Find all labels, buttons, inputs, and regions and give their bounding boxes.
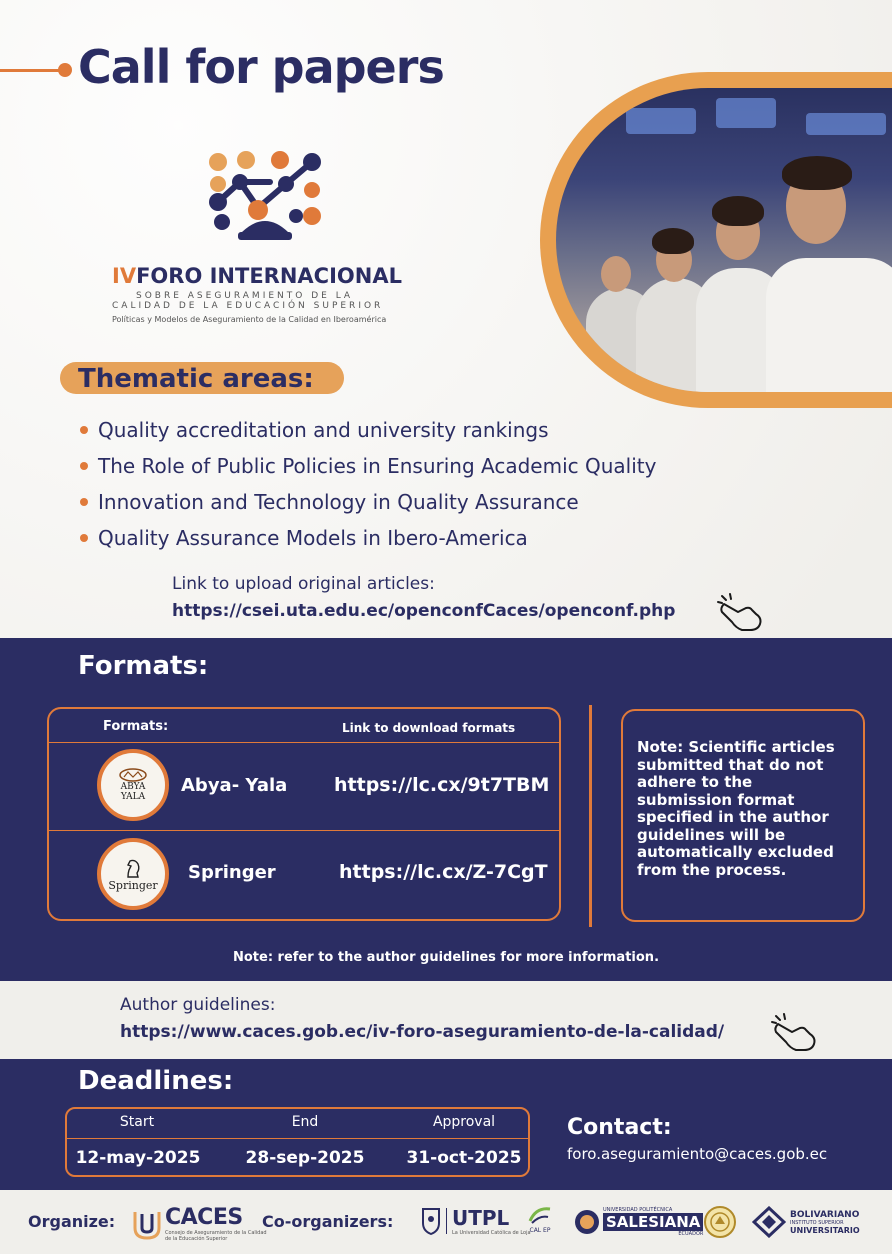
bullet-icon bbox=[80, 462, 88, 470]
pointing-hand-icon bbox=[716, 592, 766, 632]
bullet-icon bbox=[80, 426, 88, 434]
author-guidelines-label: Author guidelines: bbox=[120, 995, 276, 1015]
utpl-name: UTPL bbox=[452, 1206, 510, 1230]
formats-table-divider bbox=[49, 830, 559, 831]
bolivariano-emblem-icon bbox=[752, 1206, 786, 1238]
utpl-shield-icon bbox=[421, 1207, 441, 1235]
bolivariano-subtitle: INSTITUTO SUPERIOR bbox=[790, 1219, 844, 1226]
audience-photo bbox=[556, 88, 892, 392]
upload-link[interactable]: https://csei.uta.edu.ec/openconfCaces/openconf.php bbox=[172, 601, 676, 621]
list-item: Quality accreditation and university rankings bbox=[80, 412, 656, 448]
bolivariano-name: BOLIVARIANO bbox=[790, 1209, 860, 1220]
caces-subtitle: de la Educación Superior bbox=[165, 1236, 228, 1242]
publisher-name: Springer bbox=[188, 862, 276, 883]
bolivariano-logo bbox=[752, 1206, 860, 1238]
deadline-start-date: 12-may-2025 bbox=[75, 1148, 201, 1168]
contact-heading: Contact: bbox=[567, 1115, 672, 1140]
salesiana-logo bbox=[573, 1207, 703, 1237]
abya-yala-logo bbox=[97, 749, 169, 821]
page-title: Call for papers bbox=[78, 40, 444, 94]
formats-heading: Formats: bbox=[78, 651, 209, 681]
deadlines-heading: Deadlines: bbox=[78, 1066, 234, 1096]
forum-subtitle-1: SOBRE ASEGURAMIENTO DE LA bbox=[136, 291, 354, 301]
forum-title bbox=[112, 264, 402, 288]
format-note-box bbox=[621, 709, 865, 922]
forum-subtitle-2: CALIDAD DE LA EDUCACIÓN SUPERIOR bbox=[112, 301, 384, 311]
forum-name: FORO INTERNACIONAL bbox=[136, 264, 402, 288]
salesiana-name: SALESIANA bbox=[603, 1213, 703, 1231]
deadlines-table-divider bbox=[67, 1138, 528, 1139]
salesiana-bottom-text: ECUADOR bbox=[678, 1231, 704, 1237]
salesiana-top-text: UNIVERSIDAD POLITÉCNICA bbox=[603, 1207, 673, 1213]
forum-logo-icon bbox=[200, 150, 330, 250]
coorganizers-label: Co-organizers: bbox=[262, 1212, 394, 1231]
list-item: Innovation and Technology in Quality Assurance bbox=[80, 484, 656, 520]
forum-subtitle-3: Políticas y Modelos de Aseguramiento de la Calidad en Iberoamérica bbox=[112, 315, 387, 324]
pointing-hand-icon bbox=[770, 1012, 820, 1052]
caces-subtitle: Consejo de Aseguramiento de la Calidad bbox=[165, 1230, 267, 1236]
caces-name: CACES bbox=[165, 1205, 243, 1230]
formats-vertical-divider bbox=[589, 705, 592, 927]
deadline-header-end: End bbox=[291, 1114, 319, 1130]
upload-label: Link to upload original articles: bbox=[172, 574, 435, 594]
deadline-approval-date: 31-oct-2025 bbox=[406, 1148, 522, 1168]
calep-emblem-icon bbox=[526, 1205, 554, 1227]
publisher-format-link[interactable]: https://lc.cx/Z-7CgT bbox=[339, 861, 548, 883]
utpl-subtitle: La Universidad Católica de Loja bbox=[452, 1230, 531, 1236]
caces-emblem-icon bbox=[132, 1208, 162, 1240]
format-note-text: Note: Scientific articles submitted that do not adhere to the submission format specified in the author guidelines will be automatically excluded from the process. bbox=[637, 738, 835, 879]
abya-yala-logo-text: ABYA bbox=[120, 782, 146, 792]
title-accent-line bbox=[0, 69, 62, 72]
university-seal-icon bbox=[704, 1206, 736, 1238]
formats-table-divider bbox=[49, 742, 559, 743]
formats-column-header: Formats: bbox=[103, 719, 169, 734]
bullet-icon bbox=[80, 498, 88, 506]
caces-logo bbox=[132, 1205, 267, 1242]
list-item: The Role of Public Policies in Ensuring Academic Quality bbox=[80, 448, 656, 484]
deadline-end-date: 28-sep-2025 bbox=[245, 1148, 365, 1168]
utpl-logo bbox=[421, 1206, 531, 1236]
contact-email[interactable]: foro.aseguramiento@caces.gob.ec bbox=[567, 1145, 828, 1163]
thematic-areas-heading: Thematic areas: bbox=[78, 364, 314, 394]
calep-logo bbox=[526, 1205, 554, 1234]
author-guidelines-link[interactable]: https://www.caces.gob.ec/iv-foro-aseguramiento-de-la-calidad/ bbox=[120, 1022, 725, 1042]
thematic-areas-list bbox=[80, 412, 656, 556]
forum-roman-numeral: IV bbox=[112, 264, 137, 288]
author-guidelines-note: Note: refer to the author guidelines for more information. bbox=[232, 950, 660, 965]
title-accent-dot bbox=[58, 63, 72, 77]
springer-logo-text: Springer bbox=[108, 878, 158, 892]
publisher-format-link[interactable]: https://lc.cx/9t7TBM bbox=[334, 774, 550, 796]
publisher-name: Abya- Yala bbox=[181, 775, 288, 796]
list-item: Quality Assurance Models in Ibero-America bbox=[80, 520, 656, 556]
abya-yala-logo-text: YALA bbox=[120, 792, 146, 802]
deadline-header-approval: Approval bbox=[432, 1114, 496, 1130]
bolivariano-subtitle: UNIVERSITARIO bbox=[790, 1225, 860, 1235]
salesiana-emblem-icon bbox=[573, 1208, 601, 1236]
springer-knight-icon bbox=[122, 857, 144, 879]
deadline-header-start: Start bbox=[119, 1114, 155, 1130]
springer-logo bbox=[97, 838, 169, 910]
abya-yala-emblem-icon bbox=[118, 768, 148, 782]
bullet-icon bbox=[80, 534, 88, 542]
link-column-header: Link to download formats bbox=[342, 721, 516, 735]
calep-name: CAL EP bbox=[529, 1227, 551, 1234]
organize-label: Organize: bbox=[28, 1212, 116, 1231]
